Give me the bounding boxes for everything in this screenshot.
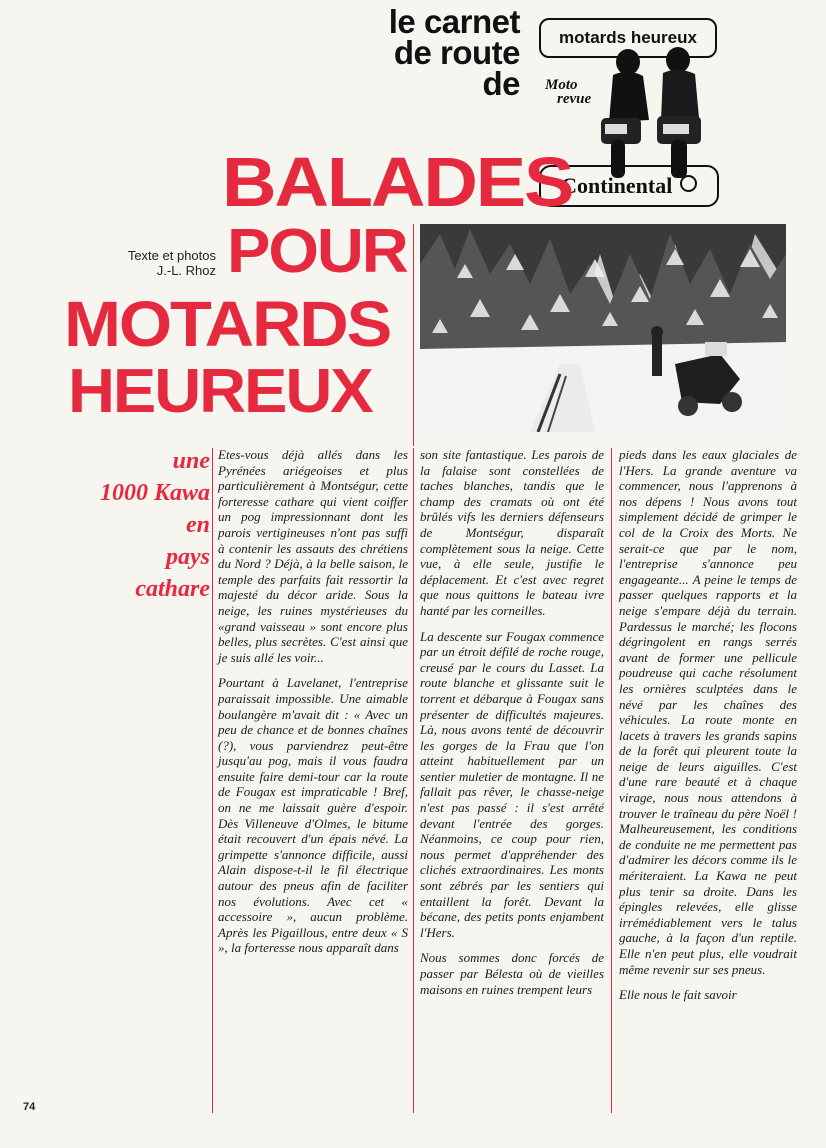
page-number: 74 (23, 1101, 36, 1113)
subtitle-line-2: 1000 Kawa (99, 480, 210, 506)
column-rule-3 (413, 448, 414, 1113)
column-3-paragraph-1: pieds dans les eaux glaciales de l'Hers. La grande aventure va commencer, nous l'apprenons à nos dépens ! Nous avons tout simplement décidé de grimper le col de la Croix des Morts. Ne serait-ce que par le nom, l'entreprise s'annonce peu engageante... A peine le temps de passer quelques rapports et la neige s'empare déjà du terrain. Pardessus le marché; les flocons dégringolent en rangs serrés avant de former une pellicule poudreuse qui cache résolument les ornières sculptées dans le névé par les chaînes des véhicules. La route monte en lacets à travers les grands sapins de la forêt qui pleurent toute la neige de leurs aiguilles. C'est d'une rare beauté et à chaque virage, nous nous attendons à trouver le traîneau du père Noël ! Malheureusement, les conditions de conduite ne me permettent pas d'admirer les décors comme ils le mériteraient. La Kawa ne peut plus tenir sa droite. Dans les épingles relevées, elle glisse irrémédiablement vers le talus gauche, à la façon d'un reptile. Elle n'en peut plus, elle voudrait même revenir sur ses pneus. (619, 447, 797, 977)
column-2-paragraph-3: Nous sommes donc forcés de passer par Bélesta où de vieilles maisons en ruines trempent leurs (420, 950, 604, 997)
carnet-title (388, 3, 520, 102)
moto-logo-line-2: revue (557, 91, 592, 107)
snow-forest-photo (420, 224, 786, 432)
subtitle-line-5: cathare (135, 576, 210, 602)
column-rule-4 (611, 448, 612, 1113)
horse-emblem-icon (680, 175, 697, 192)
headline-line-3: MOTARDS (64, 288, 391, 360)
continental-label: Continental (561, 173, 673, 198)
carnet-line-2: de route (393, 34, 520, 71)
column-3-paragraph-2: Elle nous le fait savoir (619, 987, 737, 1003)
column-1-paragraph-2: Pourtant à Lavelanet, l'entreprise paraissait impossible. Une aimable boulangère m'avait dit : « Avec un peu de chance et de bonnes chaînes (?), vous parviendrez peut-être jusqu'au pog, mais il vous faudra ensuite faire demi-tour car la route de Fougax est impraticable ! Bref, on ne me laissait guère d'espoir. Dès Villeneuve d'Olmes, le bitume était recouvert d'un épais névé. La grimpette s'annonce difficile, aussi Alain dispose-t-il le fil électrique autour des pneus afin de faciliter nos évolutions. Avec cet « accessoire », aucun problème. Après les Pigaillous, entre deux « S », la forteresse nous apparaît dans (218, 675, 408, 956)
column-rule-2 (212, 448, 213, 1113)
subtitle-line-3: en (186, 512, 210, 538)
moto-logo-line-1: Moto (545, 77, 578, 93)
column-1-paragraph-1: Etes-vous déjà allés dans les Pyrénées ariégeoises et plus particulièrement à Montségur, cette forteresse cathare qui vient coiffer un pog impressionnant dont les parois vertigineuses n'ont pas suffi à contenir les assauts des chrétiens du Nord ? Déjà, à la belle saison, le temple des parfaits fait ressortir la majesté du décor aride. Sous la neige, les ruines mystérieuses du «grand vaisseau » sont encore plus belles, plus secrètes. C'est ainsi que je suis allé les voir... (218, 447, 408, 665)
article-column-3 (619, 447, 797, 1013)
motards-heureux-badge: motards heureux (539, 18, 717, 58)
headline-line-1: BALADES (222, 143, 573, 221)
headline-line-2: POUR (227, 217, 407, 286)
subtitle-line-4: pays (166, 544, 210, 570)
author-credit (60, 248, 216, 278)
column-rule-1 (413, 224, 414, 446)
headline-line-4: HEUREUX (68, 357, 372, 426)
bikers-illustration (583, 40, 723, 180)
article-subtitle (60, 445, 210, 605)
carnet-line-3: de (482, 65, 520, 102)
column-2-paragraph-2: La descente sur Fougax commence par un étroit défilé de roche rouge, creusé par le cours du Lasset. La route blanche et glissante suit le torrent et débarque à Fougax sans présenter de difficultés majeures. Là, nous avons tenté de découvrir les gorges de la Frau que l'on atteint habituellement par un sentier muletier de montagne. Il ne fallait pas rêver, le chasse-neige n'est pas passé : il s'est arrêté devant l'entrée des gorges. Néanmoins, ce coup pour rien, nous permet d'appréhender des clichés extraordinaires. Les monts sont zébrés par les sentiers qui entaillent la forêt. Devant la bécane, des petits ponts enjambent l'Hers. (420, 628, 604, 940)
credit-line-2: J.-L. Rhoz (156, 263, 216, 278)
article-column-2 (420, 447, 604, 1007)
credit-line-1: Texte et photos (127, 248, 216, 263)
column-2-paragraph-1: son site fantastique. Les parois de la falaise sont constellées de taches blanches, tandis que le champ des cramats où ont été brûlés vifs les derniers défenseurs de Montségur, disparaît complètement sous la neige. Cette vue, à elle seule, justifie le déplacement. Et c'est avec regret que nous quittons le bateau ivre hanté par les corneilles. (420, 447, 604, 618)
carnet-line-1: le carnet (388, 3, 520, 40)
article-column-1 (218, 447, 408, 966)
subtitle-line-1: une (172, 448, 210, 474)
